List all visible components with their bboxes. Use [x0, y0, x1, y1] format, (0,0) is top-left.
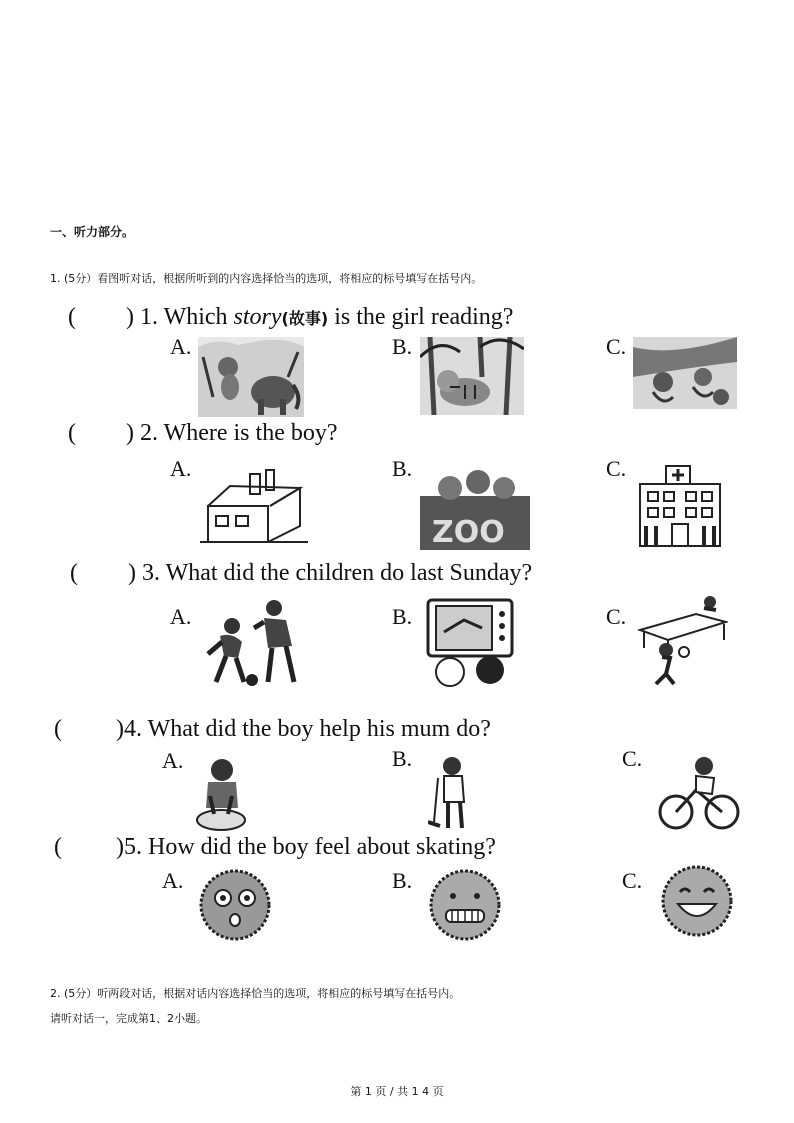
answer-paren-close: )	[126, 420, 134, 446]
question-text-end: is the girl reading?	[328, 304, 514, 330]
question-italic-word: story	[233, 304, 282, 330]
question-2-subinstruction: 请听对话一，完成第1、2小题。	[50, 1012, 207, 1025]
option-a-label: A.	[162, 748, 184, 773]
question-line-4	[54, 716, 491, 743]
tiger-jungle-picture	[420, 337, 524, 415]
question-chinese-gloss: (故事)	[281, 309, 329, 328]
option-b-label: B.	[392, 868, 413, 893]
page-footer: 第 1 页 / 共 1 4 页	[350, 1085, 444, 1098]
question-text: 2. Where is the boy?	[140, 420, 338, 446]
option-c-label: C.	[606, 604, 627, 629]
question-text: 4. What did the boy help his mum do?	[124, 716, 491, 742]
answer-paren-close: )	[116, 834, 124, 860]
option-b-label: B.	[392, 334, 413, 359]
question-line-2	[68, 420, 338, 447]
question-2-instruction: 2. (5分）听两段对话，根据对话内容选择恰当的选项，将相应的标号填写在括号内。	[50, 987, 461, 1000]
option-a-label: A.	[162, 868, 184, 893]
section-title: 一、听力部分。	[50, 225, 135, 239]
table-tennis-picture	[636, 594, 728, 686]
option-a-label: A.	[170, 456, 192, 481]
option-a-label: A.	[170, 334, 192, 359]
answer-paren-open: (	[54, 716, 62, 742]
question-text: 3. What did the children do last Sunday?	[142, 560, 533, 586]
question-line-5	[54, 834, 496, 861]
nervous-face-icon	[424, 866, 506, 944]
option-c-label: C.	[606, 334, 627, 359]
option-b-label: B.	[392, 746, 413, 771]
option-c-label: C.	[622, 868, 643, 893]
boy-cycling-picture	[656, 754, 742, 832]
question-text: 1. Which	[140, 304, 234, 330]
option-c-label: C.	[606, 456, 627, 481]
answer-paren-close: )	[116, 716, 124, 742]
question-line-1	[68, 304, 513, 331]
question-text: 5. How did the boy feel about skating?	[124, 834, 496, 860]
basketball-players-picture	[202, 598, 308, 690]
answer-paren-open: (	[68, 304, 76, 330]
boy-sweeping-picture	[428, 756, 478, 832]
svg-text:ZOO: ZOO	[432, 515, 505, 550]
zoo-picture	[420, 466, 530, 550]
option-b-label: B.	[392, 604, 413, 629]
answer-paren-open: (	[54, 834, 62, 860]
happy-face-icon	[656, 862, 738, 940]
boy-washing-clothes-picture	[194, 756, 248, 836]
option-a-label: A.	[170, 604, 192, 629]
monkey-elephant-picture	[198, 337, 304, 417]
answer-paren-open: (	[68, 420, 76, 446]
answer-paren-close: )	[126, 304, 134, 330]
question-1-instruction: 1. (5分）看图听对话，根据所听到的内容选择恰当的选项，将相应的标号填写在括号内。	[50, 272, 483, 285]
answer-paren-close: )	[128, 560, 136, 586]
factory-picture	[200, 466, 308, 548]
question-line-3	[70, 560, 532, 587]
answer-paren-open: (	[70, 560, 78, 586]
children-watching-tv-picture	[424, 598, 516, 692]
option-b-label: B.	[392, 456, 413, 481]
option-c-label: C.	[622, 746, 643, 771]
hospital-picture	[636, 462, 724, 550]
monkeys-tree-picture	[633, 337, 737, 409]
scared-face-icon	[194, 866, 276, 944]
